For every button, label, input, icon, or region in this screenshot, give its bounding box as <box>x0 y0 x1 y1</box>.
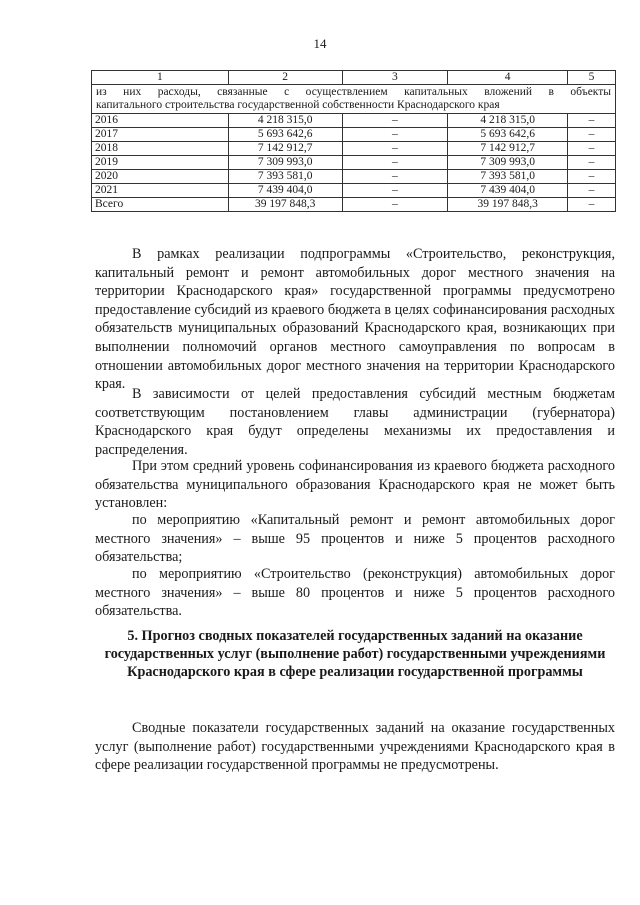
table-span-cell <box>92 85 616 114</box>
col5-cell: – <box>568 128 616 142</box>
table-span-row <box>92 85 616 114</box>
col3-cell: – <box>342 128 448 142</box>
span-line-2: капитального строительства государственной собственности Краснодарского края <box>96 99 500 111</box>
table-row <box>92 170 616 184</box>
total-cell: 7 393 581,0 <box>228 170 342 184</box>
col4-cell: 4 218 315,0 <box>448 114 568 128</box>
col3-cell: – <box>342 198 448 212</box>
col5-cell: – <box>568 184 616 198</box>
total-cell: 7 309 993,0 <box>228 156 342 170</box>
col3-cell: – <box>342 142 448 156</box>
col3-cell: – <box>342 170 448 184</box>
table-row <box>92 142 616 156</box>
span-line-1: из них расходы, связанные с осуществлением капитальных вложений в объекты <box>96 86 611 98</box>
table-total-row <box>92 198 616 212</box>
paragraph-subsidies: В рамках реализации подпрограммы «Строительство, реконструкция, капитальный ремонт и ремонт автомобильных дорог местного значения на территории Краснодарского края» государственной программы предусмотрено предоставление субсидий из краевого бюджета в целях софинансирования расходных обязательств муниципальных образований Краснодарского края, возникающих при выполнении полномочий органов местного самоуправления по вопросам в отношении автомобильных дорог местного значения на территории Краснодарского края. <box>95 246 615 393</box>
table-header-cell: 3 <box>342 71 448 85</box>
table-row <box>92 184 616 198</box>
col5-cell: – <box>568 198 616 212</box>
col3-cell: – <box>342 184 448 198</box>
table-row <box>92 114 616 128</box>
col4-cell: 39 197 848,3 <box>448 198 568 212</box>
year-cell: 2017 <box>92 128 229 142</box>
col5-cell: – <box>568 156 616 170</box>
year-cell: 2019 <box>92 156 229 170</box>
year-cell: 2018 <box>92 142 229 156</box>
financing-table <box>91 70 616 212</box>
paragraph-cofinancing: При этом средний уровень софинансирования из краевого бюджета расходного обязательства муниципального образования Краснодарского края не может быть установлен: <box>95 458 615 512</box>
year-cell: 2021 <box>92 184 229 198</box>
table-header-row <box>92 71 616 85</box>
paragraph-measure-repair: по мероприятию «Капитальный ремонт и ремонт автомобильных дорог местного значения» – выше 95 процентов и ниже 5 процентов расходного обязательства; <box>95 512 615 566</box>
col4-cell: 7 439 404,0 <box>448 184 568 198</box>
col5-cell: – <box>568 170 616 184</box>
table-header-cell: 4 <box>448 71 568 85</box>
page-number: 14 <box>313 36 327 51</box>
table-row <box>92 156 616 170</box>
total-cell: 7 142 912,7 <box>228 142 342 156</box>
col4-cell: 7 309 993,0 <box>448 156 568 170</box>
year-cell: Всего <box>92 198 229 212</box>
table-header-cell: 1 <box>92 71 229 85</box>
section-body: Сводные показатели государственных заданий на оказание государственных услуг (выполнение работ) государственными учреждениями Краснодарского края в сфере реализации государственной программы не предусмотрены. <box>95 720 615 774</box>
col5-cell: – <box>568 114 616 128</box>
table-header-cell: 5 <box>568 71 616 85</box>
paragraph-measure-construction: по мероприятию «Строительство (реконструкция) автомобильных дорог местного значения» – выше 80 процентов и ниже 5 процентов расходного обязательства. <box>95 566 615 620</box>
paragraph-mechanisms: В зависимости от целей предоставления субсидий местным бюджетам соответствующим постановлением главы администрации (губернатора) Краснодарского края будут определены механизмы их предоставления и распределения. <box>95 386 615 458</box>
total-cell: 39 197 848,3 <box>228 198 342 212</box>
col3-cell: – <box>342 156 448 170</box>
total-cell: 4 218 315,0 <box>228 114 342 128</box>
table-row <box>92 128 616 142</box>
col5-cell: – <box>568 142 616 156</box>
col4-cell: 7 393 581,0 <box>448 170 568 184</box>
total-cell: 7 439 404,0 <box>228 184 342 198</box>
col3-cell: – <box>342 114 448 128</box>
col4-cell: 5 693 642,6 <box>448 128 568 142</box>
year-cell: 2016 <box>92 114 229 128</box>
col4-cell: 7 142 912,7 <box>448 142 568 156</box>
total-cell: 5 693 642,6 <box>228 128 342 142</box>
table-header-cell: 2 <box>228 71 342 85</box>
year-cell: 2020 <box>92 170 229 184</box>
section-heading: 5. Прогноз сводных показателей государственных заданий на оказание государственных услуг (выполнение работ) государственными учреждениями Краснодарского края в сфере реализации государственной программы <box>104 628 606 681</box>
